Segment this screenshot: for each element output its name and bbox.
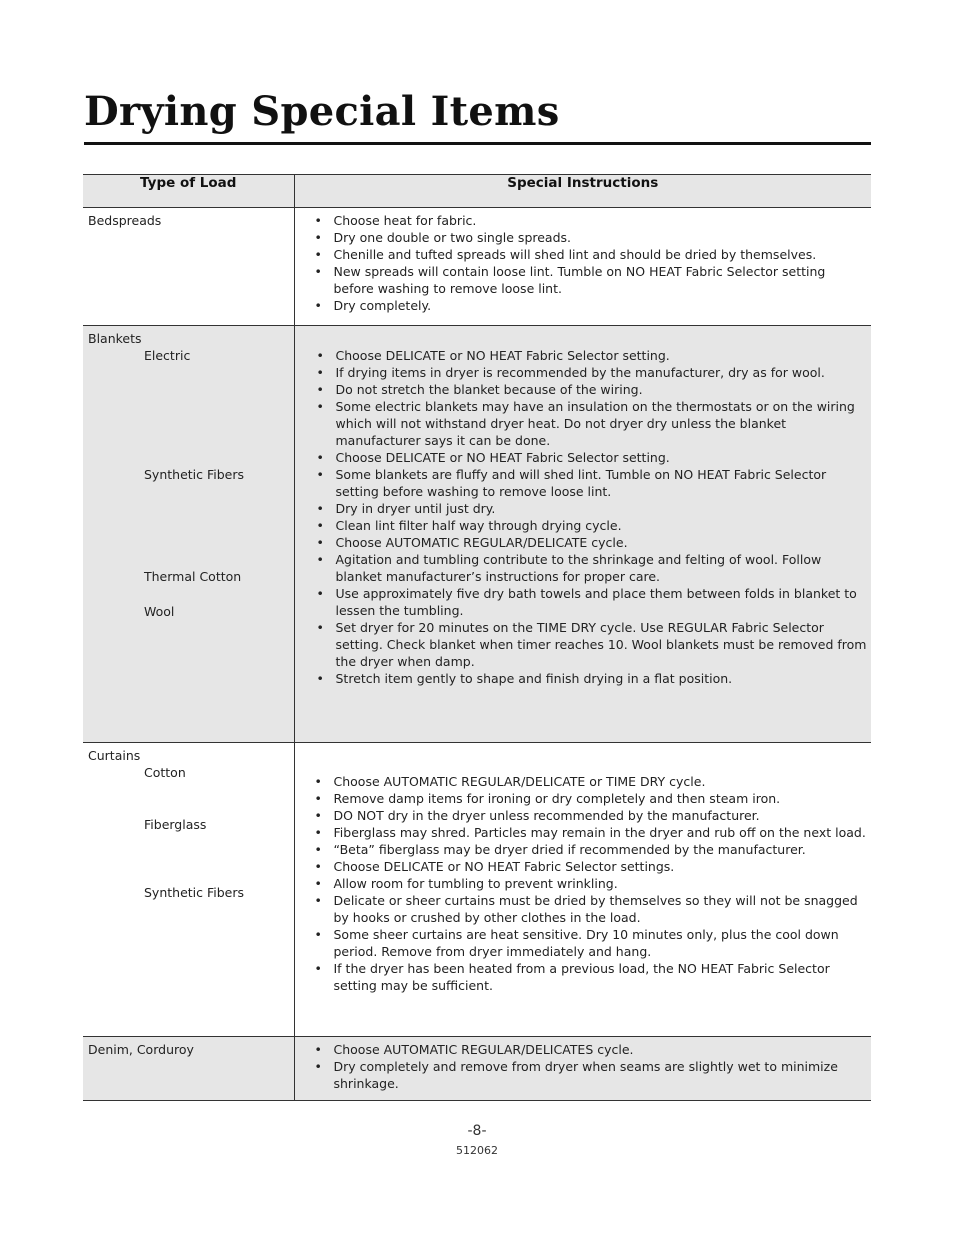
subtype-label: Cotton [144, 765, 186, 780]
list-item: • Choose DELICATE or NO HEAT Fabric Selector setting. [317, 347, 868, 364]
instruction-list [315, 212, 868, 314]
list-item: • Clean lint filter half way through drying cycle. [317, 517, 868, 534]
list-item: • Set dryer for 20 minutes on the TIME DRY cycle. Use REGULAR Fabric Selector setting. Check blanket when timer reaches 10. Wool blankets must be removed from the dryer when damp. [317, 619, 868, 670]
list-item: • Use approximately five dry bath towels and place them between folds in blanket to lessen the tumbling. [317, 585, 868, 619]
list-item: • If the dryer has been heated from a previous load, the NO HEAT Fabric Selector setting may be sufficient. [315, 960, 868, 994]
list-item: • Delicate or sheer curtains must be dried by themselves so they will not be snagged by hooks or crushed by other clothes in the load. [315, 892, 868, 926]
list-item: • Choose AUTOMATIC REGULAR/DELICATE or TIME DRY cycle. [315, 773, 868, 790]
list-item: • DO NOT dry in the dryer unless recommended by the manufacturer. [315, 807, 868, 824]
header-type-of-load: Type of Load [83, 175, 294, 208]
table-row-blankets [83, 326, 871, 743]
list-item: • Dry completely. [315, 297, 868, 314]
title-rule [84, 142, 871, 145]
subtype-label: Thermal Cotton [144, 569, 242, 584]
list-item: • Stretch item gently to shape and finish drying in a flat position. [317, 670, 868, 687]
instruction-list-synthetic [317, 449, 868, 534]
list-item: • Dry completely and remove from dryer when seams are slightly wet to minimize shrinkage. [315, 1058, 868, 1092]
load-type-label: Denim, Corduroy [88, 1042, 194, 1057]
subtype-label: Synthetic Fibers [144, 467, 245, 482]
table-row-bedspreads [83, 208, 871, 326]
load-type-label: Curtains [88, 748, 141, 763]
page-number: -8- [467, 1123, 487, 1139]
instruction-list-thermal [317, 534, 868, 551]
list-item: • Choose heat for fabric. [315, 212, 868, 229]
list-item: • Some blankets are fluffy and will shed lint. Tumble on NO HEAT Fabric Selector setting before washing to remove loose lint. [317, 466, 868, 500]
list-item: • Choose DELICATE or NO HEAT Fabric Selector settings. [315, 858, 868, 875]
list-item: • Remove damp items for ironing or dry completely and then steam iron. [315, 790, 868, 807]
load-type-label: Blankets [88, 331, 142, 346]
table-header-row [83, 175, 871, 208]
instruction-list-synthetic-curtains [315, 858, 868, 994]
subtype-label: Wool [144, 604, 175, 619]
special-items-table [83, 174, 871, 1101]
list-item: • Dry one double or two single spreads. [315, 229, 868, 246]
table-row-curtains [83, 743, 871, 1037]
list-item: • Dry in dryer until just dry. [317, 500, 868, 517]
instruction-list-cotton [315, 773, 868, 807]
instruction-list-fiberglass [315, 807, 868, 858]
instruction-list-electric [317, 347, 868, 449]
list-item: • “Beta” fiberglass may be dryer dried if recommended by the manufacturer. [315, 841, 868, 858]
list-item: • Some electric blankets may have an insulation on the thermostats or on the wiring which will not withstand dryer heat. Do not dryer dry unless the blanket manufacturer says it can be done. [317, 398, 868, 449]
list-item: • Some sheer curtains are heat sensitive. Dry 10 minutes only, plus the cool down period. Remove from dryer immediately and hang. [315, 926, 868, 960]
list-item: • Fiberglass may shred. Particles may remain in the dryer and rub off on the next load. [315, 824, 868, 841]
list-item: • Choose DELICATE or NO HEAT Fabric Selector setting. [317, 449, 868, 466]
list-item: • Choose AUTOMATIC REGULAR/DELICATES cycle. [315, 1041, 868, 1058]
instruction-list [315, 1041, 868, 1092]
subtype-label: Synthetic Fibers [144, 885, 245, 900]
list-item: • If drying items in dryer is recommended by the manufacturer, dry as for wool. [317, 364, 868, 381]
page-title: Drying Special Items [84, 88, 560, 135]
list-item: • Chenille and tufted spreads will shed lint and should be dried by themselves. [315, 246, 868, 263]
load-type-label: Bedspreads [88, 213, 162, 228]
list-item: • Allow room for tumbling to prevent wrinkling. [315, 875, 868, 892]
document-number: 512062 [456, 1144, 498, 1157]
list-item: • Agitation and tumbling contribute to the shrinkage and felting of wool. Follow blanket manufacturer’s instructions for proper care. [317, 551, 868, 585]
table-row-denim [83, 1037, 871, 1101]
instruction-list-wool [317, 551, 868, 687]
header-special-instructions: Special Instructions [294, 175, 871, 208]
list-item: • Do not stretch the blanket because of the wiring. [317, 381, 868, 398]
subtype-label: Electric [144, 348, 191, 363]
list-item: • New spreads will contain loose lint. Tumble on NO HEAT Fabric Selector setting before washing to remove loose lint. [315, 263, 868, 297]
subtype-label: Fiberglass [144, 817, 207, 832]
list-item: • Choose AUTOMATIC REGULAR/DELICATE cycle. [317, 534, 868, 551]
